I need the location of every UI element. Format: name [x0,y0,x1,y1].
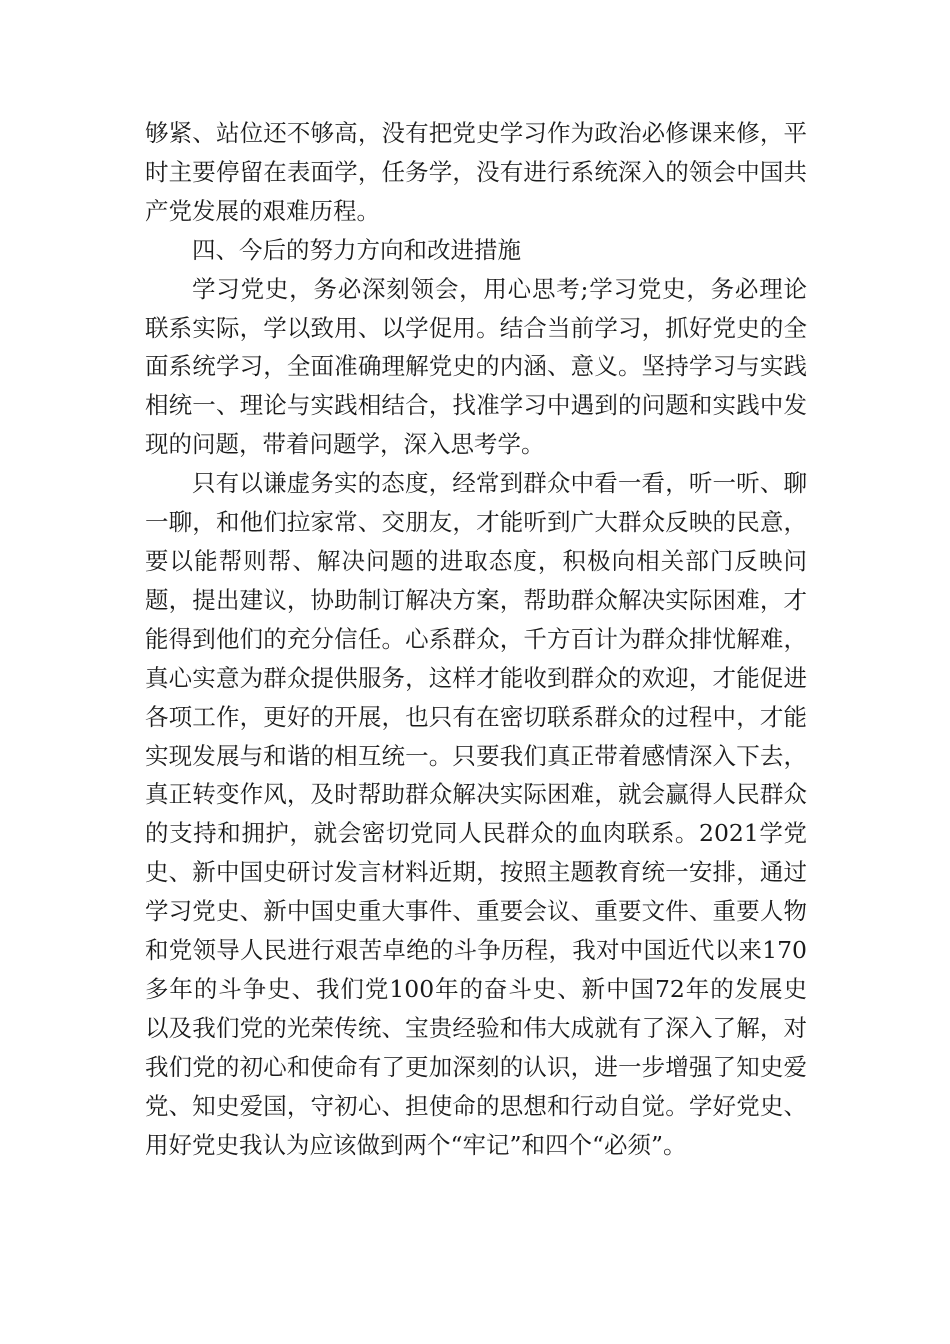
paragraph-study-history: 学习党史，务必深刻领会，用心思考;学习党史，务必理论联系实际，学以致用、以学促用。结合当前学习，抓好党史的全面系统学习，全面准确理解党史的内涵、意义。坚持学习与实践相统一、理论与实践相结合，找准学习中遇到的问题和实践中发现的问题，带着问题学，深入思考学。 [145,274,807,459]
document-page [145,114,807,1164]
paragraph-serve-masses: 只有以谦虚务实的态度，经常到群众中看一看，听一听、聊一聊，和他们拉家常、交朋友，才能听到广大群众反映的民意，要以能帮则帮、解决问题的进取态度，积极向相关部门反映问题，提出建议，协助制订解决方案，帮助群众解决实际困难，才能得到他们的充分信任。心系群众，千方百计为群众排忧解难，真心实意为群众提供服务，这样才能收到群众的欢迎，才能促进各项工作，更好的开展，也只有在密切联系群众的过程中，才能实现发展与和谐的相互统一。只要我们真正带着感情深入下去，真正转变作风，及时帮助群众解决实际困难，就会赢得人民群众的支持和拥护，就会密切党同人民群众的血肉联系。2021学党史、新中国史研讨发言材料近期，按照主题教育统一安排，通过学习党史、新中国史重大事件、重要会议、重要文件、重要人物和党领导人民进行艰苦卓绝的斗争历程，我对中国近代以来170多年的斗争史、我们党100年的奋斗史、新中国72年的发展史以及我们党的光荣传统、宝贵经验和伟大成就有了深入了解，对我们党的初心和使命有了更加深刻的认识，进一步增强了知史爱党、知史爱国，守初心、担使命的思想和行动自觉。学好党史、用好党史我认为应该做到两个“牢记”和四个“必须”。 [145,469,807,1159]
section-heading: 四、今后的努力方向和改进措施 [192,235,521,264]
paragraph-continuation: 够紧、站位还不够高，没有把党史学习作为政治必修课来修，平时主要停留在表面学，任务学，没有进行系统深入的领会中国共产党发展的艰难历程。 [145,119,807,225]
